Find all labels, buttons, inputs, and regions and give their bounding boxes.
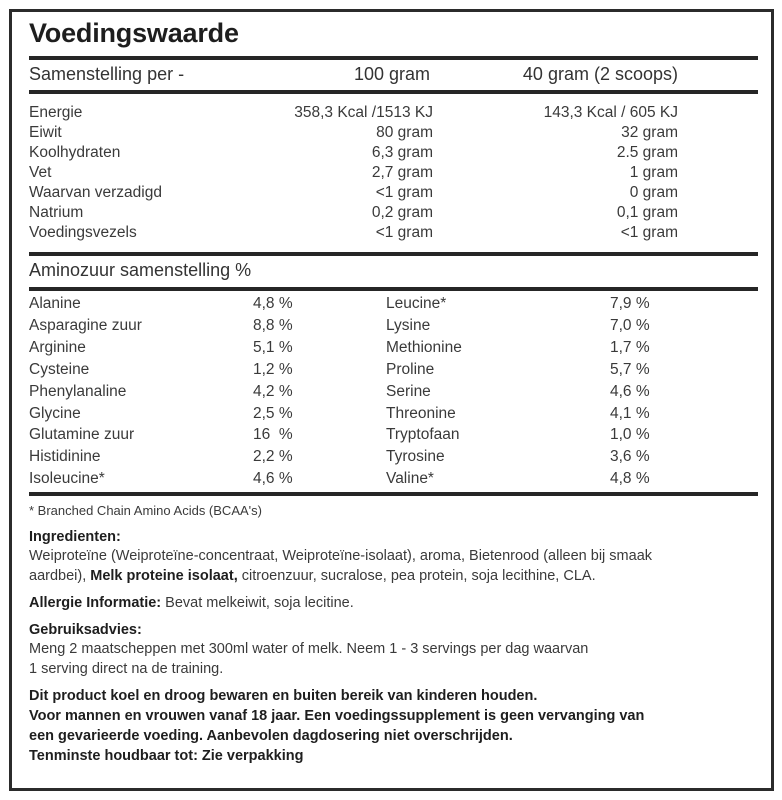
divider bbox=[29, 90, 758, 94]
amino-value: 1,7 % bbox=[610, 338, 650, 356]
nutrient-value-100g: <1 gram bbox=[375, 184, 433, 201]
usage-heading: Gebruiksadvies: bbox=[29, 622, 142, 638]
amino-value: 7,0 % bbox=[610, 316, 650, 334]
allergy-text: Bevat melkeiwit, soja lecitine. bbox=[161, 595, 354, 611]
nutrient-value-100g: 80 gram bbox=[376, 124, 433, 141]
amino-name: Isoleucine* bbox=[29, 470, 105, 488]
nutrient-value-40g: 1 gram bbox=[629, 164, 678, 181]
amino-header: Aminozuur samenstelling % bbox=[29, 260, 252, 280]
amino-name: Leucine* bbox=[386, 295, 447, 312]
nutrient-name: Koolhydraten bbox=[29, 144, 121, 161]
nutrition-header-col-100g: 100 gram bbox=[353, 64, 430, 84]
ingredients-heading: Ingredienten: bbox=[29, 529, 121, 545]
ingredients-text: aardbei), bbox=[29, 568, 91, 584]
warning-line: een gevarieerde voeding. Aanbevolen dagdosering niet overschrijden. bbox=[29, 728, 513, 744]
warning-line: Tenminste houdbaar tot: Zie verpakking bbox=[29, 748, 304, 764]
ingredients-line-2 bbox=[29, 566, 596, 586]
allergy-label: Allergie Informatie: bbox=[29, 595, 162, 611]
amino-value: 4,2 % bbox=[253, 382, 293, 400]
amino-value: 4,8 % bbox=[610, 470, 650, 488]
amino-name: Tryptofaan bbox=[386, 426, 460, 444]
warning-line: Dit product koel en droog bewaren en buiten bereik van kinderen houden. bbox=[29, 688, 538, 704]
nutrition-header-label: Samenstelling per - bbox=[29, 64, 185, 84]
amino-name: Histidinine bbox=[29, 448, 101, 466]
amino-value: 4,1 % bbox=[610, 404, 650, 422]
nutrient-value-40g: 2.5 gram bbox=[616, 144, 678, 161]
nutrition-header-col-40g: 40 gram (2 scoops) bbox=[522, 64, 678, 84]
nutrient-value-100g: 2,7 gram bbox=[371, 164, 433, 181]
amino-name: Arginine bbox=[29, 338, 86, 356]
amino-value: 1,0 % bbox=[610, 426, 650, 444]
amino-name: Threonine bbox=[386, 404, 456, 422]
nutrient-value-40g: 32 gram bbox=[621, 124, 678, 141]
nutrient-name: Voedingsvezels bbox=[29, 224, 137, 241]
allergy-info bbox=[29, 593, 354, 613]
ingredients-bold-text: Melk proteine isolaat, bbox=[90, 568, 238, 584]
nutrient-name: Energie bbox=[29, 104, 83, 121]
warning-line: Voor mannen en vrouwen vanaf 18 jaar. Een voedingssupplement is geen vervanging van bbox=[29, 708, 645, 724]
amino-value: 4,6 % bbox=[253, 470, 293, 488]
amino-name: Lysine bbox=[386, 316, 431, 334]
divider bbox=[29, 492, 758, 496]
page-title: Voedingswaarde bbox=[29, 18, 239, 48]
nutrient-name: Eiwit bbox=[29, 124, 62, 141]
divider bbox=[29, 252, 758, 256]
divider bbox=[29, 56, 758, 60]
amino-name: Methionine bbox=[386, 338, 462, 356]
amino-value: 3,6 % bbox=[610, 448, 650, 466]
amino-name: Serine bbox=[386, 382, 431, 400]
nutrient-value-100g: <1 gram bbox=[375, 224, 433, 241]
amino-name: Alanine bbox=[29, 295, 81, 312]
ingredients-line-1: Weiproteïne (Weiproteïne-concentraat, Weiproteïne-isolaat), aroma, Bietenrood (alleen bij smaak bbox=[29, 548, 653, 564]
usage-line-2: 1 serving direct na de training. bbox=[29, 661, 224, 677]
amino-value: 16 % bbox=[253, 426, 293, 444]
usage-line-1: Meng 2 maatscheppen met 300ml water of melk. Neem 1 - 3 servings per dag waarvan bbox=[29, 641, 589, 657]
amino-value: 1,2 % bbox=[253, 360, 293, 378]
nutrient-value-100g: 358,3 Kcal /1513 KJ bbox=[294, 104, 433, 121]
bcaa-footnote: * Branched Chain Amino Acids (BCAA's) bbox=[29, 503, 262, 518]
nutrient-value-40g: <1 gram bbox=[620, 224, 678, 241]
amino-value: 2,2 % bbox=[253, 448, 293, 466]
nutrient-value-40g: 0 gram bbox=[629, 184, 678, 201]
amino-value: 4,6 % bbox=[610, 382, 650, 400]
amino-value: 7,9 % bbox=[610, 295, 650, 312]
nutrient-name: Waarvan verzadigd bbox=[29, 184, 162, 201]
amino-name: Tyrosine bbox=[386, 448, 445, 466]
divider bbox=[29, 287, 758, 291]
amino-value: 8,8 % bbox=[253, 316, 293, 334]
amino-name: Glycine bbox=[29, 404, 81, 422]
amino-name: Cysteine bbox=[29, 360, 90, 378]
nutrient-value-100g: 6,3 gram bbox=[371, 144, 433, 161]
amino-value: 5,1 % bbox=[253, 338, 293, 356]
amino-name: Glutamine zuur bbox=[29, 426, 135, 444]
amino-name: Valine* bbox=[386, 470, 434, 488]
nutrient-value-100g: 0,2 gram bbox=[371, 204, 433, 221]
amino-value: 4,8 % bbox=[253, 295, 293, 312]
nutrient-name: Vet bbox=[29, 164, 52, 181]
ingredients-text: citroenzuur, sucralose, pea protein, soja lecithine, CLA. bbox=[237, 568, 596, 584]
nutrient-name: Natrium bbox=[29, 204, 84, 221]
amino-name: Asparagine zuur bbox=[29, 316, 142, 334]
nutrient-value-40g: 0,1 gram bbox=[616, 204, 678, 221]
amino-name: Phenylanaline bbox=[29, 382, 127, 400]
nutrient-value-40g: 143,3 Kcal / 605 KJ bbox=[543, 104, 678, 121]
amino-value: 5,7 % bbox=[610, 360, 650, 378]
amino-value: 2,5 % bbox=[253, 404, 293, 422]
amino-name: Proline bbox=[386, 360, 435, 378]
